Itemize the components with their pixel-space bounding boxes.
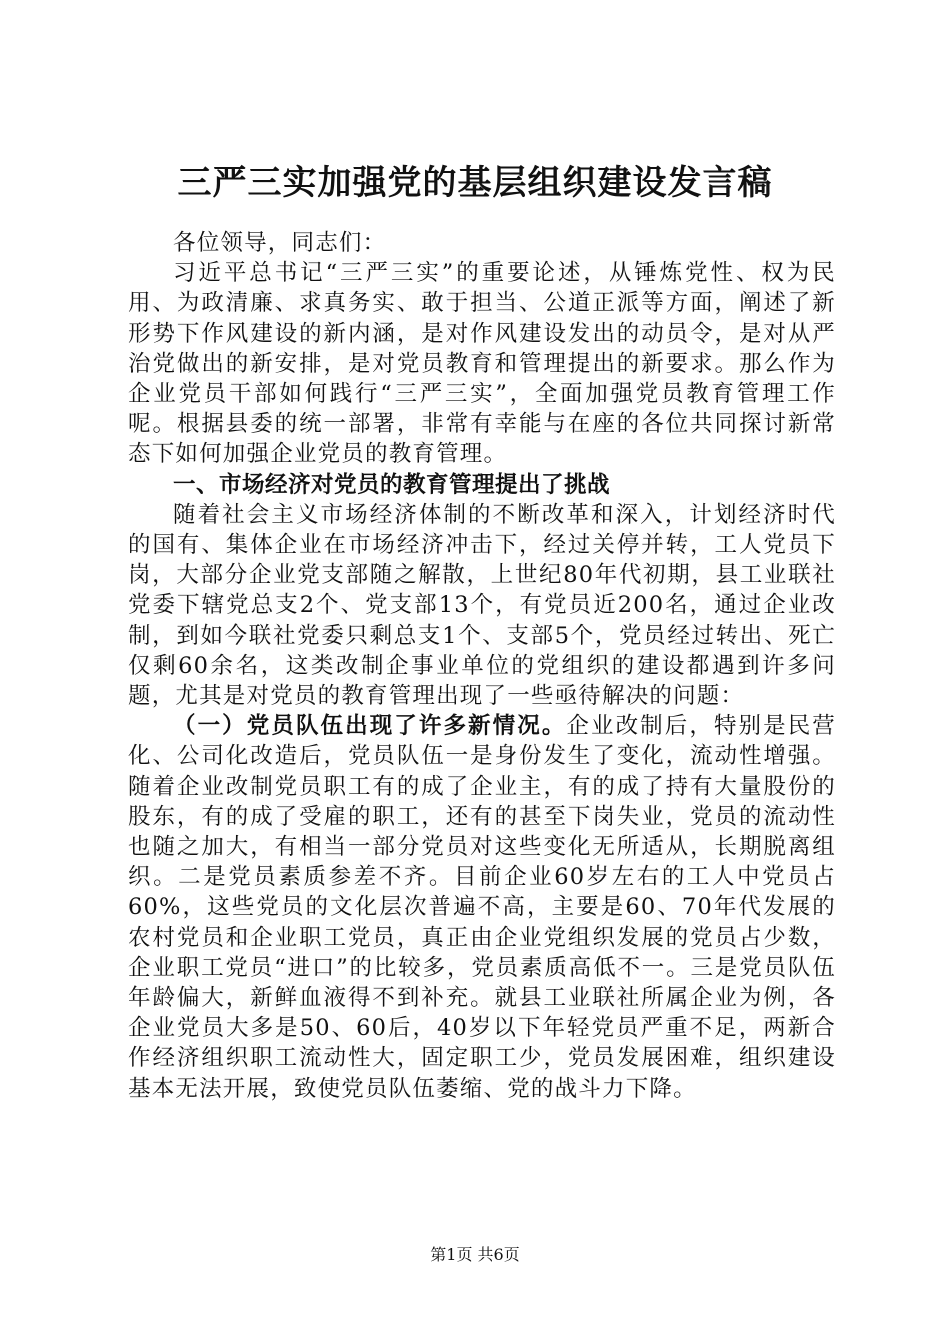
document-body [128, 228, 836, 1104]
subsection-1-text: 企业改制后，特别是民营化、公司化改造后，党员队伍一是身份发生了变化，流动性增强。随着企业改制党员职工有的成了企业主，有的成了持有大量股份的股东，有的成了受雇的职工，还有的甚至下岗失业，党员的流动性也随之加大，有相当一部分党员对这些变化无所适从，长期脱离组织。二是党员素质参差不齐。目前企业60岁左右的工人中党员占60%，这些党员的文化层次普遍不高，主要是60、70年代发展的农村党员和企业职工党员，真正由企业党组织发展的党员占少数，企业职工党员“进口”的比较多，党员素质高低不一。三是党员队伍年龄偏大，新鲜血液得不到补充。就县工业联社所属企业为例，各企业党员大多是50、60后，40岁以下年轻党员严重不足，两新合作经济组织职工流动性大，固定职工少，党员发展困难，组织建设基本无法开展，致使党员队伍萎缩、党的战斗力下降。 [128, 713, 837, 1102]
page-number-footer: 第1页 共6页 [430, 1245, 520, 1264]
intro-paragraph: 习近平总书记“三严三实”的重要论述，从锤炼党性、权为民用、为政清廉、求真务实、敢于担当、公道正派等方面，阐述了新形势下作风建设的新内涵，是对作风建设发出的动员令，是对从严治党做出的新安排，是对党员教育和管理提出的新要求。那么作为企业党员干部如何践行“三严三实”，全面加强党员教育管理工作呢。根据县委的统一部署，非常有幸能与在座的各位共同探讨新常态下如何加强企业党员的教育管理。 [128, 260, 836, 468]
document-title: 三严三实加强党的基层组织建设发言稿 [177, 163, 773, 203]
subsection-1-paragraph [128, 711, 836, 1104]
salutation: 各位领导，同志们： [173, 230, 387, 256]
section-heading-1: 一、市场经济对党员的教育管理提出了挑战 [173, 471, 611, 498]
subsection-1-heading: （一）党员队伍出现了许多新情况。 [173, 713, 567, 740]
section-1-paragraph: 随着社会主义市场经济体制的不断改革和深入，计划经济时代的国有、集体企业在市场经济冲击下，经过关停并转，工人党员下岗，大部分企业党支部随之解散，上世纪80年代初期，县工业联社党委下辖党总支2个、党支部13个，有党员近200名，通过企业改制，到如今联社党委只剩总支1个、支部5个，党员经过转出、死亡仅剩60余名，这类改制企事业单位的党组织的建设都遇到许多问题，尤其是对党员的教育管理出现了一些亟待解决的问题： [128, 501, 836, 710]
